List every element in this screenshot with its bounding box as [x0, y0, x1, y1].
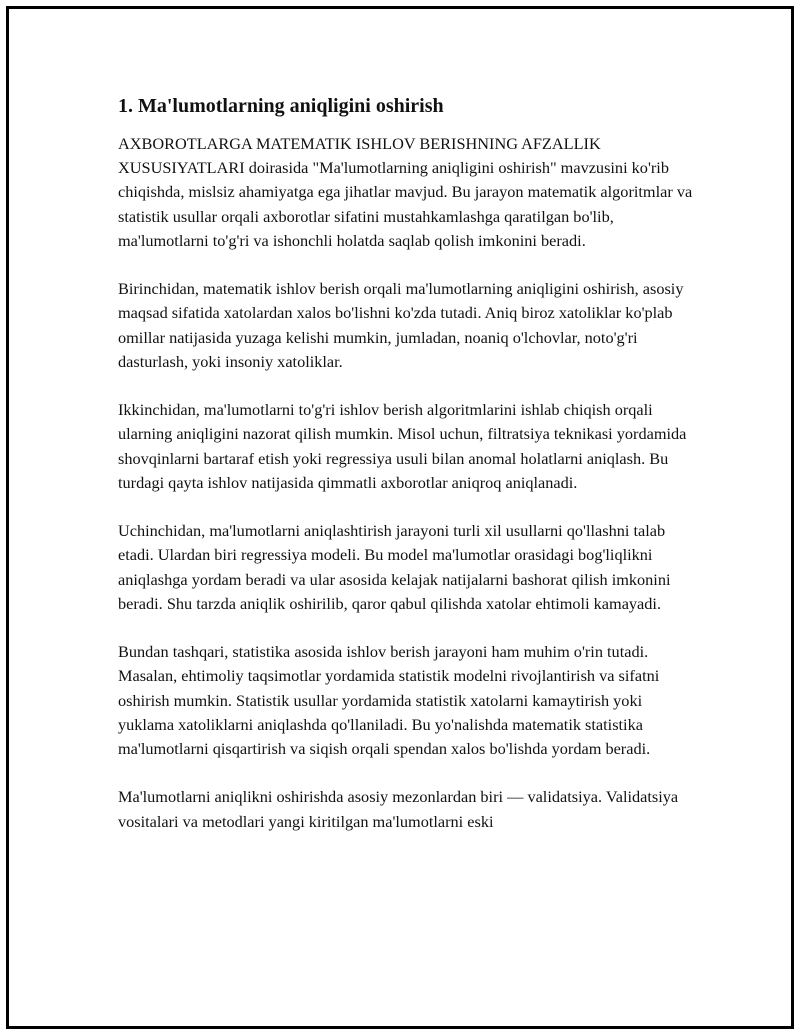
paragraph-first: Birinchidan, matematik ishlov berish orqali ma'lumotlarning aniqligini oshirish, asosiy maqsad sifatida xatolardan xalos bo'lishni ko'zda tutadi. Aniq biroz xatoliklar ko'plab omillar natijasida yuzaga kelishi mumkin, jumladan, noaniq o'lchovlar, noto'g'ri dasturlash, yoki insoniy xatoliklar. [118, 279, 684, 371]
paragraph-statistics: Bundan tashqari, statistika asosida ishlov berish jarayoni ham muhim o'rin tutadi. Masalan, ehtimoliy taqsimotlar yordamida statistik modelni rivojlantirish va sifatni oshirish mumkin. Statistik usullar yordamida statistik xatolarni kamaytirish yoki yuklama xatoliklarni aniqlashda qo'llaniladi. Bu yo'nalishda matematik statistika ma'lumotlarni qisqartirish va siqish orqali spendan xalos bo'lishda yordam beradi. [118, 642, 660, 759]
document-body [118, 92, 698, 858]
paragraph-third: Uchinchidan, ma'lumotlarni aniqlashtirish jarayoni turli xil usullarni qo'llashni talab etadi. Ulardan biri regressiya modeli. Bu model ma'lumotlar orasidagi bog'liqlikni aniqlashga yordam beradi va ular asosida kelajak natijalarni bashorat qilish imkonini beradi. Shu tarzda aniqlik oshirilib, qaror qabul qilishda xatolar ehtimoli kamayadi. [118, 521, 671, 613]
paragraph-intro: AXBOROTLARGA MATEMATIK ISHLOV BERISHNING AFZALLIK XUSUSIYATLARI doirasida "Ma'lumotlarning aniqligini oshirish" mavzusini ko'rib chiqishda, mislsiz ahamiyatga ega jihatlar mavjud. Bu jarayon matematik algoritmlar va statistik usullar orqali axborotlar sifatini mustahkamlashga qaratilgan bo'lib, ma'lumotlarni to'g'ri va ishonchli holatda saqlab qolish imkonini beradi. [118, 134, 693, 250]
section-heading: 1. Ma'lumotlarning aniqligini oshirish [118, 95, 444, 117]
paragraph-validation: Ma'lumotlarni aniqlikni oshirishda asosiy mezonlardan biri — validatsiya. Validatsiya vositalari va metodlari yangi kiritilgan ma'lumotlarni eski [118, 787, 679, 831]
paragraph-second: Ikkinchidan, ma'lumotlarni to'g'ri ishlov berish algoritmlarini ishlab chiqish orqali ularning aniqligini nazorat qilish mumkin. Misol uchun, filtratsiya teknikasi yordamida shovqinlarni bartaraf etish yoki regressiya usuli bilan anomal holatlarni aniqlash. Bu turdagi qayta ishlov natijasida qimmatli axborotlar aniqroq aniqlanadi. [118, 400, 687, 492]
